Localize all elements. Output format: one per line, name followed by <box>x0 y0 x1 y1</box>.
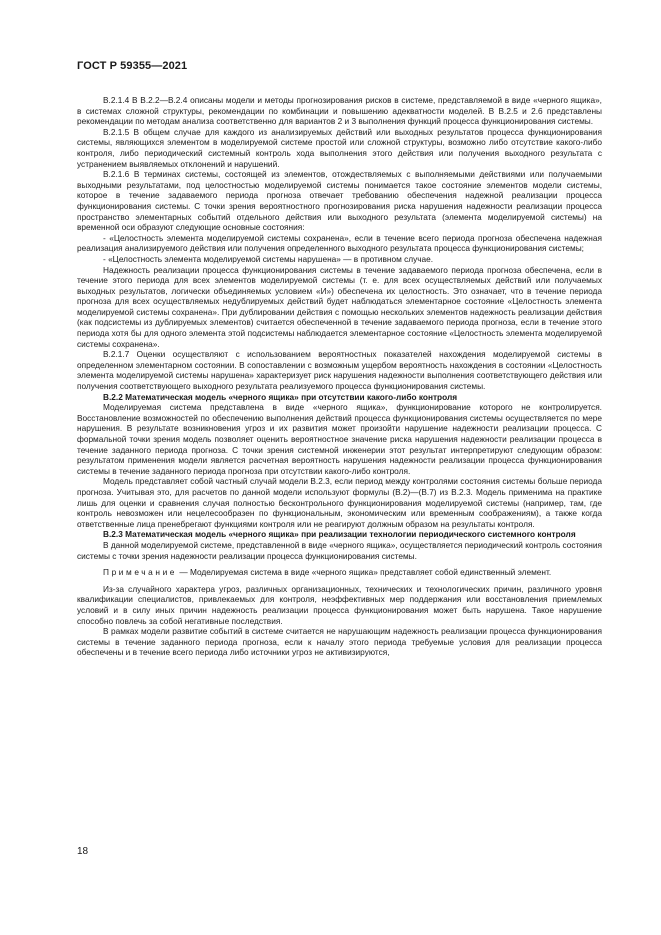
note-label: Примечание <box>103 567 178 578</box>
paragraph-reliability: Надежность реализации процесса функционирования системы в течение задаваемого периода прогноза обеспечена, если в течение этого периода для всех элементов моделируемой системы (т. е. для всех осуществляемых действий или получаемых выходных результатов, логически объединяемых условием «И») обеспечена их целостность. Это означает, что в течение периода прогноза для всех осуществляемых недублируемых действий будет наблюдаться элементарное состояние «Целостность элемента моделируемой системы сохранена». При дублировании действия с помощью нескольких элементов надежность реализации действия (как подсистемы из дублируемых элементов) считается обеспеченной в течение задаваемого периода прогноза, если в течение этого периода хотя бы для одного элемента этой подсистемы наблюдается элементарное состояние «Целостность элемента моделируемой системы сохранена». <box>77 264 602 349</box>
paragraph-events: В рамках модели развитие событий в системе считается не нарушающим надежность реализации процесса функционирования системы в течение заданного периода прогноза, если к началу этого периода требуемые условия для реализации процесса обеспечены и в течение всего периода либо источники угроз не активизируются, <box>77 626 602 658</box>
note <box>77 567 602 578</box>
page-number: 18 <box>77 846 89 857</box>
section-heading-b-2-2: В.2.2 Математическая модель «черного ящика» при отсутствии какого-либо контроля <box>103 391 458 402</box>
paragraph-b-2-1-6: В.2.1.6 В терминах системы, состоящей из элементов, отождествляемых с выполняемыми действиями или получаемыми выходными результатами, под целостностью моделируемой системы понимается такое состояние элементов модели системы, которое в течение задаваемого периода прогноза отвечает требованию обеспечения надежной реализации процесса функционирования системы. С точки зрения вероятностного прогнозирования риска нарушения надежности реализации процесса пространство элементарных событий отдельного действия или выходного результата (элемента моделируемой системы) на временной оси образуют следующие основные состояния: <box>77 169 602 233</box>
list-item-integrity-preserved: - «Целостность элемента моделируемой системы сохранена», если в течение всего периода прогноза обеспечена надежная реализация анализируемого действия или получения определенного выходного результата процесса функционирования системы; <box>77 232 602 254</box>
paragraph-b-2-1-4: В.2.1.4 В В.2.2—В.2.4 описаны модели и методы прогнозирования рисков в системе, представляемой в виде «черного ящика», в системах сложной структуры, рекомендации по комбинации и повышению адекватности моделей. В В.2.5 и 2.6 представлены рекомендации по методам анализа соответственно для вариантов 2 и 3 выполнения функций процесса функционирования системы. <box>77 95 602 127</box>
list-item-integrity-violated: - «Целостность элемента моделируемой системы нарушена» — в противном случае. <box>103 253 434 264</box>
paragraph-b-2-1-5: В.2.1.5 В общем случае для каждого из анализируемых действий или выходных результатов процесса функционирования системы, являющихся элементом в моделируемой системе простой или сложной структуры, возможно либо отсутствие какого-либо контроля, либо периодический системный контроль хода выполнения этого действия или получения выходного результата с устранением выявляемых отклонений и нарушений. <box>77 126 602 169</box>
paragraph-b-2-3-model: В данной моделируемой системе, представленной в виде «черного ящика», осуществляется периодический контроль состояния системы с точки зрения надежности реализации процесса функционирования системы. <box>77 539 602 561</box>
paragraph-b-2-2-model: Моделируемая система представлена в виде «черного ящика», функционирование которого не контролируется. Восстановление возможностей по обеспечению выполнения действий процесса функционирования системы осуществляется по мере нарушения. В результате возникновения угроз и их развития может произойти нарушение надежности реализации процесса. С формальной точки зрения модель позволяет оценить вероятностное значение риска нарушения надежности реализации процесса в течение заданного периода прогноза. С точки зрения системной инженерии этот результат интерпретируют следующим образом: результатом применения модели является расчетная вероятность нарушения надежности реализации процесса функционирования системы в течение заданного периода прогноза при отсутствии какого-либо контроля. <box>77 402 602 476</box>
paragraph-b-2-2-special-case: Модель представляет собой частный случай модели В.2.3, если период между контролями состояния системы больше периода прогноза. Учитывая это, для расчетов по данной модели используют формулы (В.2)—(В.7) из В.2.3. Модель применима на практике лишь для оценки и сравнения случая полностью бесконтрольного функционирования моделируемой системы (например, там, где контроль невозможен или нецелесообразен по функциональным, экономическим или временным соображениям), а также когда ответственные лица пренебрегают функциями контроля или не реагируют должным образом на результаты контроля. <box>77 476 602 529</box>
paragraph-threats: Из-за случайного характера угроз, различных организационных, технических и технологических причин, различного уровня квалификации специалистов, привлекаемых для контроля, неэффективных мер поддержания или восстановления приемлемых условий и в силу иных причин надежность реализации процесса функционирования может быть нарушена. Такое нарушение способно повлечь за собой негативные последствия. <box>77 583 602 626</box>
document-body <box>77 95 602 658</box>
note-text: — Моделируемая система в виде «черного ящика» представляет собой единственный элемент. <box>177 567 552 578</box>
paragraph-b-2-1-7: В.2.1.7 Оценки осуществляют с использованием вероятностных показателей нахождения моделируемой системы в определенном элементарном состоянии. В сопоставлении с возможным ущербом вероятность нахождения в состоянии «Целостность элемента моделируемой системы нарушена» характеризует риск нарушения надежности выполнения соответствующего действия или получения соответствующего выходного результата реализуемого процесса функционирования системы. <box>77 349 602 392</box>
section-heading-b-2-3: В.2.3 Математическая модель «черного ящика» при реализации технологии периодического системного контроля <box>103 529 576 540</box>
document-header: ГОСТ Р 59355—2021 <box>77 60 188 72</box>
